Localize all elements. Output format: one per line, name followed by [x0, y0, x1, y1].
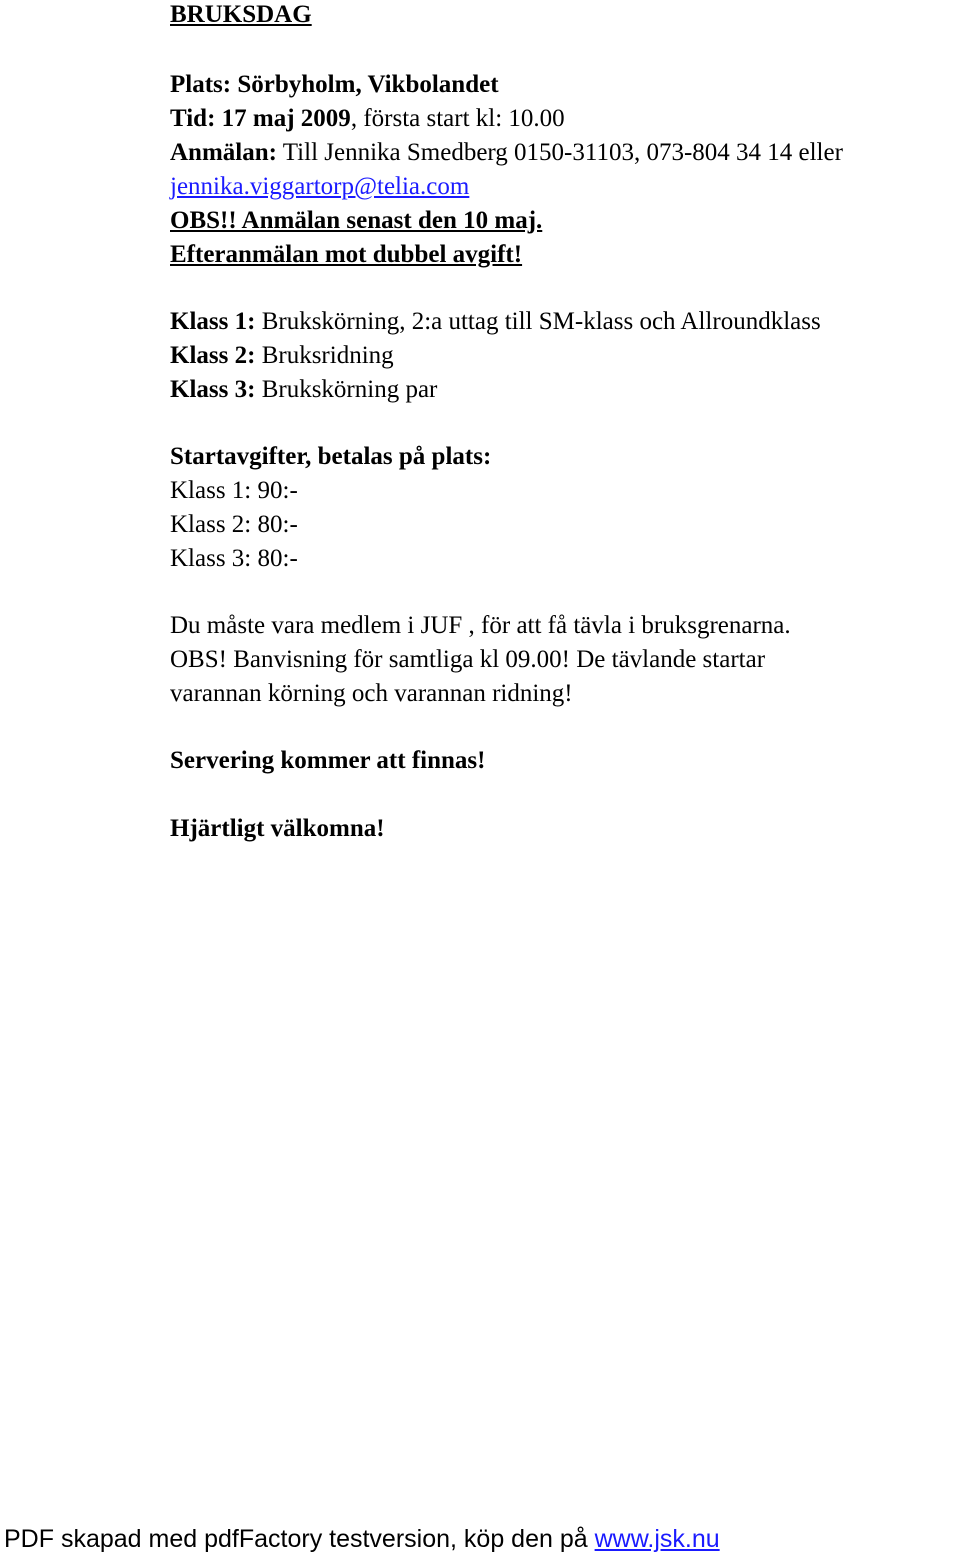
late-registration-note: Efteranmälan mot dubbel avgift! — [170, 241, 523, 268]
footer-text: PDF skapad med pdfFactory testversion, köp den på — [4, 1525, 588, 1553]
footer-link[interactable]: www.jsk.nu — [594, 1525, 720, 1553]
anmalan-line — [170, 136, 843, 170]
class-text: Brukskörning par — [261, 376, 438, 403]
page-title: BRUKSDAG — [170, 1, 312, 28]
fees-heading: Startavgifter, betalas på plats: — [170, 443, 492, 470]
note-line: Du måste vara medlem i JUF , för att få tävla i bruksgrenarna. — [170, 612, 791, 639]
fee-item: Klass 2: 80:- — [170, 511, 298, 538]
tid-line — [170, 102, 565, 136]
class-label: Klass 1: — [170, 308, 256, 335]
servering-line: Servering kommer att finnas! — [170, 747, 486, 774]
fee-item: Klass 3: 80:- — [170, 545, 298, 572]
class-label: Klass 3: — [170, 376, 256, 403]
welcome-line: Hjärtligt välkomna! — [170, 815, 385, 842]
class-3 — [170, 373, 437, 407]
class-2 — [170, 339, 394, 373]
class-1 — [170, 305, 821, 339]
note-line: varannan körning och varannan ridning! — [170, 680, 573, 707]
pdf-footer — [4, 1522, 720, 1556]
tid-label: Tid: — [170, 105, 216, 132]
class-label: Klass 2: — [170, 342, 256, 369]
class-text: Brukskörning, 2:a uttag till SM-klass och Allroundklass — [261, 308, 821, 335]
obs-deadline: OBS!! Anmälan senast den 10 maj. — [170, 207, 543, 234]
fee-item: Klass 1: 90:- — [170, 477, 298, 504]
anmalan-value: Till Jennika Smedberg 0150-31103, 073-804 34 14 eller — [282, 139, 843, 166]
plats-line — [170, 68, 499, 102]
note-line: OBS! Banvisning för samtliga kl 09.00! De tävlande startar — [170, 646, 766, 673]
tid-date: 17 maj 2009 — [221, 105, 351, 132]
email-line — [170, 170, 469, 204]
class-text: Bruksridning — [261, 342, 394, 369]
plats-label: Plats: — [170, 71, 232, 98]
plats-value: Sörbyholm, Vikbolandet — [237, 71, 499, 98]
tid-rest: , första start kl: 10.00 — [350, 105, 565, 132]
anmalan-label: Anmälan: — [170, 139, 277, 166]
email-link[interactable]: jennika.viggartorp@telia.com — [170, 173, 470, 200]
